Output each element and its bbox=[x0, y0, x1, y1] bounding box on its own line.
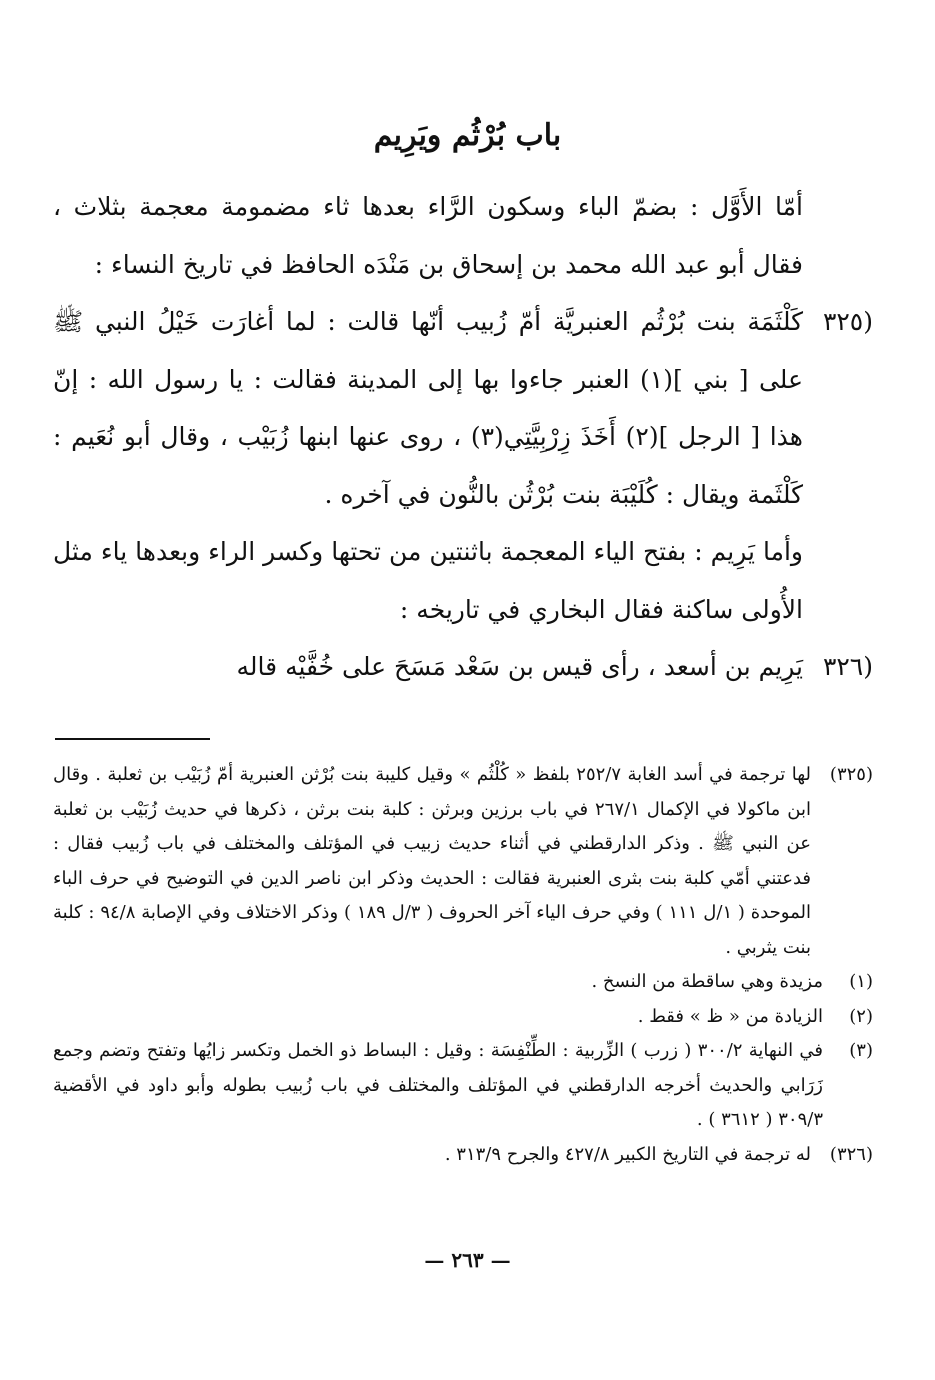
entry-text: كَلْثَمَة بنت بُرْثُم العنبريَّة أمّ زُبيب أنّها قالت : لما أغارَت خَيْلُ النبي ﷺ على [ بني ](١) العنبر جاءوا بها إلى المدينة فقالت : يا رسول الله : إنّ هذا [ الرجل ](٢) أَخَذَ زِرْبِيَّتِي(٣) ، روى عنها ابنها زُبَيْب ، وقال أبو نُعَيم : كَلْثَمة ويقال : كُلَيْبَة بنت بُرْثُن بالنُّون في آخره . bbox=[53, 307, 803, 509]
footnote-text: مزيدة وهي ساقطة من النسخ . bbox=[591, 971, 823, 992]
page-number: — ٢٦٣ — bbox=[424, 1248, 511, 1272]
footnote-number: (٢) bbox=[849, 1005, 873, 1027]
footnote-text: الزيادة من « ظ » فقط . bbox=[637, 1005, 823, 1027]
footnote-number: (٣) bbox=[849, 1040, 873, 1061]
entry-number: (٣٢٥ bbox=[822, 307, 873, 336]
footnote-1 bbox=[53, 965, 873, 1000]
paragraph-first-name: أمّا الأَوَّل : بضمّ الباء وسكون الرَّاء بعدها ثاء مضمومة معجمة بثلاث ، فقال أبو عبد الله محمد بن إسحاق بن مَنْدَه الحافظ في تاريخ النساء : bbox=[53, 192, 803, 279]
footnote-number: (٣٢٦) bbox=[829, 1143, 873, 1165]
footnote-text: لها ترجمة في أسد الغابة ٢٥٢/٧ بلفظ « كُلْثُم » وقيل كليبة بنت بُرْثن العنبرية أمّ زُبَيْب بن ثعلبة . وقال ابن ماكولا في الإكمال ٢٦٧/١ في باب برزين وبرثن : كلبة بنت برثن ، ذكرها في حديث زُبَيْب بن ثعلبة عن النبي ﷺ . وذكر الدارقطني في أثناء حديث زبيب في المؤتلف والمختلف في باب زُبيب فقال : فدعتني أمّي كلبة بنت بثرى العنبرية فقالت : الحديث وذكر ابن ناصر الدين في التوضيح في حرف الباء الموحدة ( ١/ل ١١١ ) وفي حرف الياء آخر الحروف ( ٣/ل ١٨٩ ) وذكر الاختلاف وفي الإصابة ٩٤/٨ : كلبة بنت يثربي . bbox=[53, 764, 811, 958]
footnote-number: (١) bbox=[849, 971, 873, 992]
chapter-title: باب بُرْثُم ويَرِيم bbox=[373, 118, 562, 153]
entry-326 bbox=[53, 638, 873, 696]
entry-number: (٣٢٦ bbox=[822, 652, 873, 681]
footnote-3 bbox=[53, 1034, 873, 1138]
footnote-325 bbox=[53, 758, 873, 965]
footnote-326 bbox=[53, 1138, 873, 1173]
footnote-number: (٣٢٥) bbox=[829, 764, 873, 785]
main-text bbox=[53, 178, 873, 696]
footnotes bbox=[53, 758, 873, 1172]
paragraph-second-name: وأما يَرِيم : بفتح الياء المعجمة باثنتين من تحتها وكسر الراء وبعدها ياء مثل الأُولى ساكنة فقال البخاري في تاريخه : bbox=[53, 537, 803, 624]
entry-325 bbox=[53, 293, 873, 523]
footnote-text: في النهاية ٣٠٠/٢ ( زرب ) الزِّربية : الطِّنْفِسَة : وقيل : البساط ذو الخمل وتكسر زايُها وتفتح وتضم وجمع زَرَابي والحديث أخرجه الدارقطني في المؤتلف والمختلف في باب زُبيب بطوله وأبو داود في الأقضية ٣٠٩/٣ ( ٣٦١٢ ) . bbox=[53, 1040, 823, 1130]
entry-text: يَرِيم بن أسعد ، رأى قيس بن سَعْد مَسَحَ على خُفَّيْه قاله bbox=[236, 652, 803, 681]
footnote-text: له ترجمة في التاريخ الكبير ٤٢٧/٨ والجرح ٣١٣/٩ . bbox=[444, 1143, 811, 1165]
footnote-divider bbox=[55, 738, 210, 740]
footnote-2 bbox=[53, 1000, 873, 1035]
